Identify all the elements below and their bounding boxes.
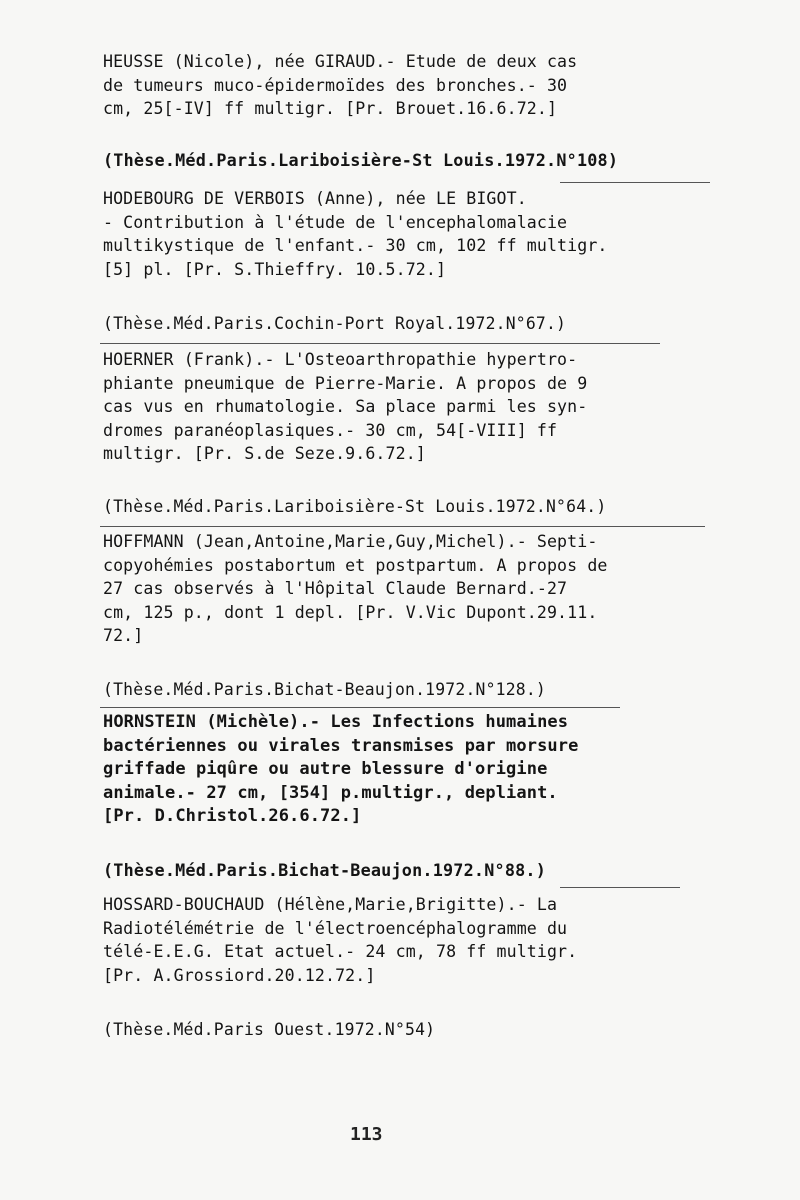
- entry-line: Radiotélémétrie de l'électroencéphalogramme du: [103, 918, 568, 938]
- entry-line: multikystique de l'enfant.- 30 cm, 102 ff multigr.: [103, 236, 608, 255]
- entry-call-number: (Thèse.Méd.Paris.Bichat-Beaujon.1972.N°128.): [103, 680, 546, 699]
- entry-line: bactériennes ou virales transmises par morsure: [103, 735, 579, 756]
- entry-line: HOERNER (Frank).- L'Osteoarthropathie hypertro-: [103, 350, 578, 369]
- divider: [100, 526, 705, 527]
- entry-line: multigr. [Pr. S.de Seze.9.6.72.]: [103, 444, 426, 463]
- entry-line: 27 cas observés à l'Hôpital Claude Bernard.-27: [103, 579, 568, 598]
- entry-call-number: (Thèse.Méd.Paris.Cochin-Port Royal.1972.N°67.): [103, 314, 567, 333]
- entry-line: griffade piqûre ou autre blessure d'origine: [103, 759, 548, 779]
- entry-call-number: (Thèse.Méd.Paris.Lariboisière-St Louis.1972.N°108): [103, 150, 619, 170]
- entry-line: HOSSARD-BOUCHAUD (Hélène,Marie,Brigitte).- La: [103, 895, 558, 914]
- catalog-entry: [103, 50, 713, 121]
- entry-line: télé-E.E.G. Etat actuel.- 24 cm, 78 ff multigr.: [103, 942, 578, 961]
- entry-line: HORNSTEIN (Michèle).- Les Infections humaines: [103, 712, 569, 732]
- catalog-entry: [103, 711, 713, 829]
- entry-call-number: (Thèse.Méd.Paris Ouest.1972.N°54): [103, 1020, 436, 1039]
- catalog-entry: [103, 187, 713, 281]
- catalog-entry: [103, 348, 713, 466]
- page-number: 113: [350, 1124, 383, 1145]
- divider: [560, 182, 710, 183]
- entry-line: [Pr. D.Christol.26.6.72.]: [103, 806, 362, 826]
- catalog-entry: [103, 893, 713, 987]
- divider: [100, 343, 660, 344]
- entry-line: phiante pneumique de Pierre-Marie. A propos de 9: [103, 373, 588, 393]
- entry-line: dromes paranéoplasiques.- 30 cm, 54[-VIII] ff: [103, 420, 558, 440]
- entry-call-number: (Thèse.Méd.Paris.Bichat-Beaujon.1972.N°88.): [103, 860, 547, 880]
- divider: [100, 707, 620, 708]
- entry-call-number: (Thèse.Méd.Paris.Lariboisière-St Louis.1972.N°64.): [103, 497, 607, 516]
- entry-line: animale.- 27 cm, [354] p.multigr., depliant.: [103, 782, 558, 803]
- entry-line: cm, 125 p., dont 1 depl. [Pr. V.Vic Dupont.29.11.: [103, 602, 598, 622]
- entry-line: [5] pl. [Pr. S.Thieffry. 10.5.72.]: [103, 259, 447, 279]
- entry-line: - Contribution à l'étude de l'encephalomalacie: [103, 212, 568, 232]
- entry-line: de tumeurs muco-épidermoïdes des bronches.- 30: [103, 75, 568, 95]
- entry-line: cas vus en rhumatologie. Sa place parmi les syn-: [103, 397, 588, 416]
- entry-line: cm, 25[-IV] ff multigr. [Pr. Brouet.16.6.72.]: [103, 99, 558, 118]
- entry-line: 72.]: [103, 626, 144, 645]
- catalog-entry: [103, 530, 713, 648]
- entry-line: [Pr. A.Grossiord.20.12.72.]: [103, 965, 376, 985]
- entry-line: HODEBOURG DE VERBOIS (Anne), née LE BIGOT.: [103, 189, 527, 208]
- entry-line: HEUSSE (Nicole), née GIRAUD.- Etude de deux cas: [103, 52, 578, 71]
- divider: [560, 887, 680, 888]
- entry-line: copyohémies postabortum et postpartum. A propos de: [103, 555, 608, 575]
- entry-line: HOFFMANN (Jean,Antoine,Marie,Guy,Michel).- Septi-: [103, 532, 598, 551]
